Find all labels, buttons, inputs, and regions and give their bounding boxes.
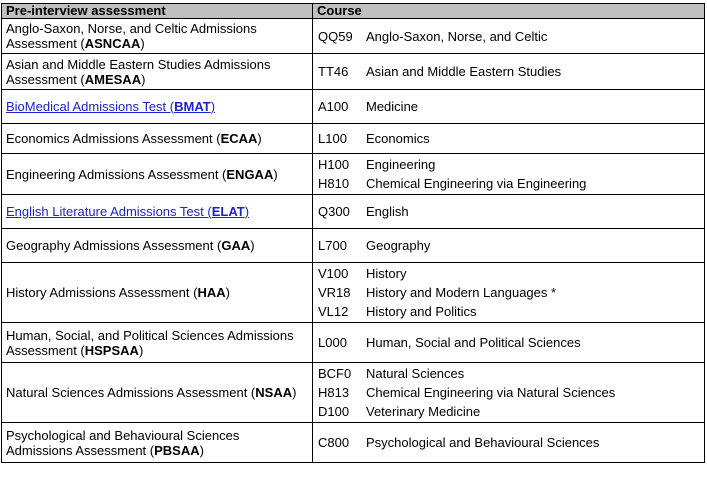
assessment-close-paren: ) xyxy=(141,71,146,87)
table-row xyxy=(2,90,705,124)
assessment-cell xyxy=(2,124,313,154)
course-column-header: Course xyxy=(313,4,705,19)
assessment-abbreviation: GAA xyxy=(221,238,251,253)
course-code: TT46 xyxy=(318,64,349,79)
assessment-cell xyxy=(2,19,313,54)
table-row xyxy=(2,54,705,90)
assessment-name: Geography Admissions Assessment ( xyxy=(6,238,222,253)
assessment-name: Anglo-Saxon, Norse, and Celtic Admissions Assessment ( xyxy=(6,21,257,51)
table-row xyxy=(2,154,705,195)
assessment-close-paren: ) xyxy=(292,385,297,400)
course-code: L000 xyxy=(318,335,347,350)
course-name: Medicine xyxy=(366,99,419,114)
assessment-abbreviation: HSPSAA xyxy=(84,342,139,358)
assessment-abbreviation: ASNCAA xyxy=(84,36,141,51)
course-name: History and Politics xyxy=(366,304,477,319)
assessment-close-paren: ) xyxy=(210,99,216,114)
course-code: BCF0 xyxy=(318,366,352,381)
table-row xyxy=(2,229,705,263)
assessment-abbreviation: ENGAA xyxy=(226,166,274,182)
assessment-abbreviation: PBSAA xyxy=(154,442,200,458)
course-code: H813 xyxy=(318,385,350,400)
course-code: QQ59 xyxy=(318,28,353,44)
assessment-link[interactable] xyxy=(6,204,249,219)
course-cell xyxy=(313,363,705,423)
course-cell xyxy=(313,423,705,463)
course-name: Chemical Engineering via Engineering xyxy=(366,176,587,191)
table-body xyxy=(2,19,705,463)
course-name: Veterinary Medicine xyxy=(366,404,481,419)
course-name: Anglo-Saxon, Norse, and Celtic xyxy=(366,28,548,44)
table-row xyxy=(2,124,705,154)
assessment-cell xyxy=(2,195,313,229)
assessment-abbreviation: HAA xyxy=(197,285,226,300)
course-name: Asian and Middle Eastern Studies xyxy=(366,64,562,79)
course-cell xyxy=(313,154,705,195)
course-code: D100 xyxy=(318,404,350,419)
course-entry xyxy=(318,62,700,81)
assessment-abbreviation: ELAT xyxy=(211,204,245,219)
assessment-name: BioMedical Admissions Test ( xyxy=(6,99,175,114)
assessment-name: Engineering Admissions Assessment ( xyxy=(6,166,227,182)
course-entry xyxy=(318,333,700,352)
assessment-cell xyxy=(2,90,313,124)
assessment-name: Psychological and Behavioural Sciences Admissions Assessment ( xyxy=(6,427,240,458)
course-code: L700 xyxy=(318,238,347,253)
table-row xyxy=(2,363,705,423)
table-row xyxy=(2,323,705,363)
assessment-cell xyxy=(2,54,313,90)
assessment-close-paren: ) xyxy=(244,204,250,219)
header-row xyxy=(2,4,705,19)
course-cell xyxy=(313,229,705,263)
assessment-cell xyxy=(2,154,313,195)
course-code: VR18 xyxy=(318,285,351,300)
course-entry xyxy=(318,97,700,116)
course-entry xyxy=(318,236,700,255)
course-code: H810 xyxy=(318,176,350,191)
course-entry xyxy=(318,302,700,321)
course-cell xyxy=(313,19,705,54)
table-row xyxy=(2,195,705,229)
course-cell xyxy=(313,323,705,363)
course-cell xyxy=(313,124,705,154)
course-cell xyxy=(313,195,705,229)
assessment-cell xyxy=(2,323,313,363)
course-code: C800 xyxy=(318,435,350,450)
assessment-abbreviation: NSAA xyxy=(255,385,293,400)
table-row xyxy=(2,19,705,54)
course-entry xyxy=(318,283,700,302)
course-name: Psychological and Behavioural Sciences xyxy=(366,435,600,450)
course-name: Human, Social and Political Sciences xyxy=(366,335,581,350)
course-name: Economics xyxy=(366,131,430,146)
assessment-cell xyxy=(2,229,313,263)
assessment-name: Economics Admissions Assessment ( xyxy=(6,131,221,146)
assessment-name: English Literature Admissions Test ( xyxy=(6,204,212,219)
course-entry xyxy=(318,27,700,46)
assessment-close-paren: ) xyxy=(257,131,262,146)
course-name: English xyxy=(366,204,409,219)
assessment-abbreviation: BMAT xyxy=(174,99,211,114)
course-entry xyxy=(318,402,700,421)
assessment-abbreviation: AMESAA xyxy=(84,71,142,87)
assessment-abbreviation: ECAA xyxy=(220,131,258,146)
course-entry xyxy=(318,264,700,283)
course-entry xyxy=(318,202,700,221)
assessment-close-paren: ) xyxy=(140,36,145,51)
course-code: L100 xyxy=(318,131,347,146)
course-entry xyxy=(318,155,700,174)
assessment-name: Asian and Middle Eastern Studies Admissions Assessment ( xyxy=(6,56,271,87)
assessment-column-header: Pre-interview assessment xyxy=(2,4,313,19)
assessment-close-paren: ) xyxy=(138,342,144,358)
course-name: History xyxy=(366,266,407,281)
course-name: Geography xyxy=(366,238,431,253)
assessment-name: Natural Sciences Admissions Assessment ( xyxy=(6,385,256,400)
course-entry xyxy=(318,129,700,148)
course-name: Natural Sciences xyxy=(366,366,465,381)
course-name: History and Modern Languages * xyxy=(366,285,557,300)
course-code: H100 xyxy=(318,157,350,172)
assessment-close-paren: ) xyxy=(199,442,204,458)
course-name: Engineering xyxy=(366,157,436,172)
assessment-link[interactable] xyxy=(6,99,215,114)
course-cell xyxy=(313,263,705,323)
table-row xyxy=(2,263,705,323)
course-code: A100 xyxy=(318,99,349,114)
course-cell xyxy=(313,90,705,124)
assessment-table xyxy=(1,3,705,463)
assessment-close-paren: ) xyxy=(273,166,278,182)
course-cell xyxy=(313,54,705,90)
assessment-close-paren: ) xyxy=(225,285,230,300)
course-entry xyxy=(318,174,700,193)
course-entry xyxy=(318,383,700,402)
course-entry xyxy=(318,364,700,383)
assessment-name: History Admissions Assessment ( xyxy=(6,285,198,300)
course-code: Q300 xyxy=(318,204,350,219)
assessment-cell xyxy=(2,363,313,423)
course-code: VL12 xyxy=(318,304,349,319)
course-name: Chemical Engineering via Natural Sciences xyxy=(366,385,616,400)
course-entry xyxy=(318,433,700,452)
assessment-close-paren: ) xyxy=(250,238,255,253)
course-code: V100 xyxy=(318,266,349,281)
assessment-cell xyxy=(2,263,313,323)
assessment-name: Human, Social, and Political Sciences Admissions Assessment ( xyxy=(6,327,294,358)
table-row xyxy=(2,423,705,463)
assessment-cell xyxy=(2,423,313,463)
